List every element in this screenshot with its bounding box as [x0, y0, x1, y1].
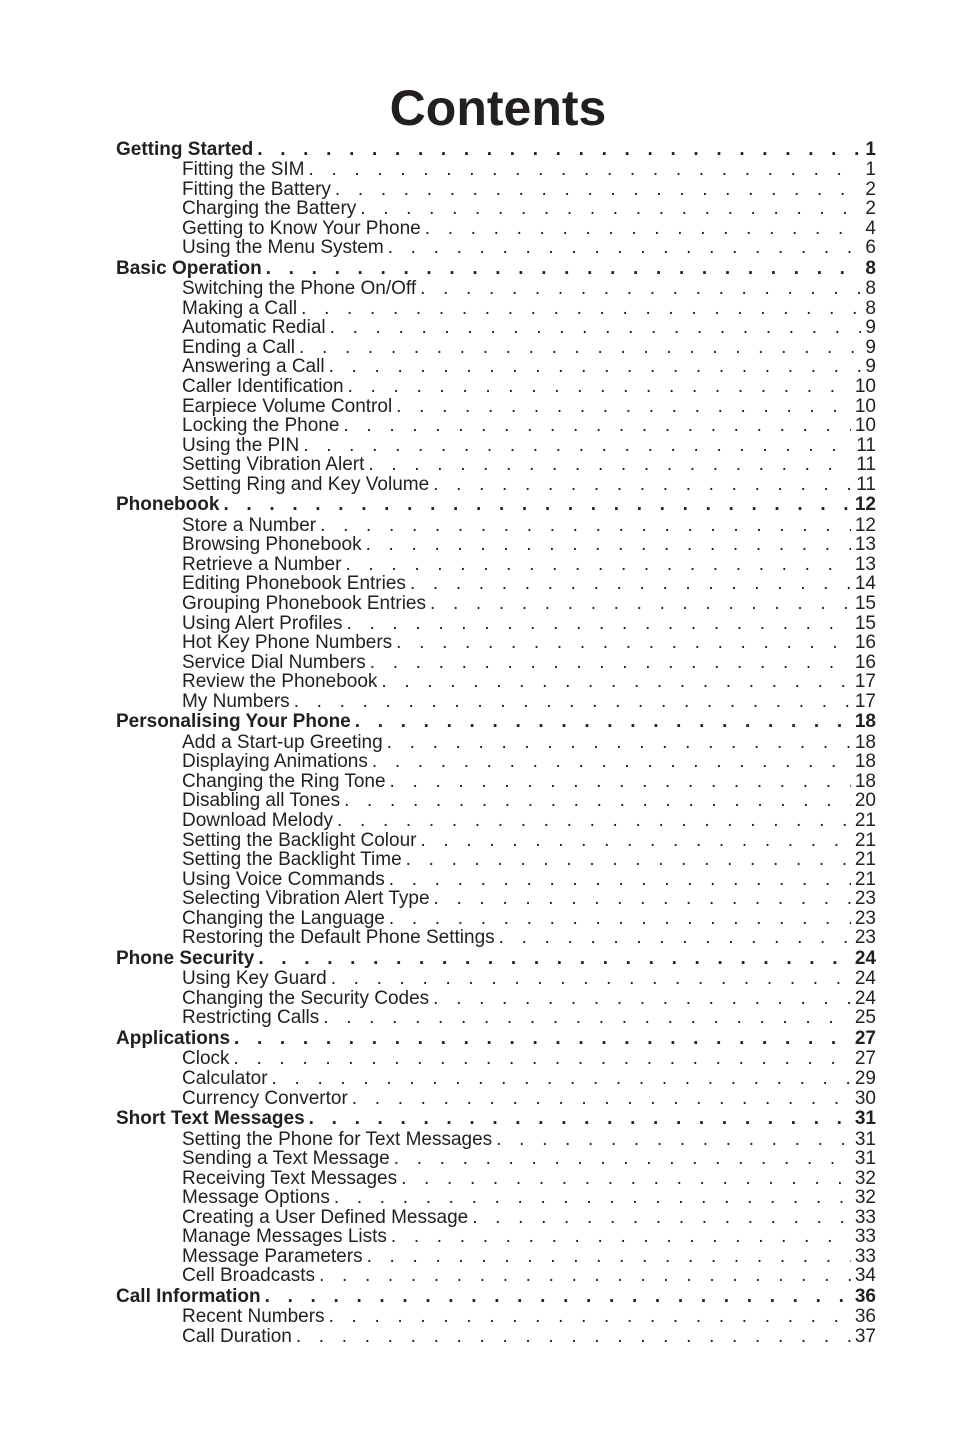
page-number: 13 — [854, 553, 876, 575]
page-number: 21 — [854, 849, 876, 871]
toc-entry[interactable] — [116, 337, 876, 357]
dot-leader — [329, 1307, 851, 1326]
toc-entry[interactable] — [116, 435, 876, 455]
entry-title: Currency Convertor — [182, 1087, 348, 1109]
entry-title: Receiving Text Messages — [182, 1167, 398, 1189]
page-number: 36 — [854, 1285, 876, 1307]
page-number: 11 — [856, 454, 876, 476]
page-number: 24 — [854, 968, 876, 990]
entry-title: Grouping Phonebook Entries — [182, 592, 426, 614]
entry-title: Recent Numbers — [182, 1306, 325, 1328]
dot-leader — [258, 948, 851, 969]
page-number: 1 — [865, 138, 876, 160]
toc-section[interactable] — [116, 1108, 876, 1130]
toc-entry[interactable] — [116, 810, 876, 830]
toc-entry[interactable] — [116, 1168, 876, 1188]
dot-leader — [223, 494, 850, 515]
page-number: 13 — [854, 534, 876, 556]
dot-leader — [406, 850, 851, 869]
dot-leader — [265, 1286, 851, 1307]
dot-leader — [344, 791, 851, 810]
dot-leader — [394, 1149, 851, 1168]
page-number: 11 — [856, 434, 876, 456]
dot-leader — [343, 416, 850, 435]
toc-entry[interactable] — [116, 179, 876, 199]
toc-entry[interactable] — [116, 633, 876, 653]
toc-entry[interactable] — [116, 1266, 876, 1286]
page-number: 23 — [854, 907, 876, 929]
page-number: 12 — [854, 514, 876, 536]
toc-entry[interactable] — [116, 752, 876, 772]
dot-leader — [433, 989, 851, 1008]
toc-entry[interactable] — [116, 218, 876, 238]
toc-entry[interactable] — [116, 1068, 876, 1088]
table-of-contents — [116, 138, 876, 1346]
section-title: Phonebook — [116, 494, 220, 516]
page-number: 25 — [854, 1007, 876, 1029]
toc-entry[interactable] — [116, 279, 876, 299]
toc-entry[interactable] — [116, 613, 876, 633]
dot-leader — [234, 1028, 851, 1049]
entry-title: Fitting the Battery — [182, 178, 331, 200]
entry-title: Service Dial Numbers — [182, 651, 366, 673]
page-number: 27 — [854, 1048, 876, 1070]
toc-entry[interactable] — [116, 474, 876, 494]
entry-title: Locking the Phone — [182, 415, 340, 437]
dot-leader — [499, 928, 851, 947]
dot-leader — [266, 258, 862, 279]
entry-title: Selecting Vibration Alert Type — [182, 888, 430, 910]
toc-entry[interactable] — [116, 969, 876, 989]
dot-leader — [434, 889, 851, 908]
toc-entry[interactable] — [116, 160, 876, 180]
page-number: 4 — [865, 217, 876, 239]
entry-title: Using the Menu System — [182, 237, 384, 259]
page-number: 15 — [854, 592, 876, 614]
dot-leader — [296, 1327, 851, 1346]
page-number: 21 — [854, 829, 876, 851]
dot-leader — [299, 338, 861, 357]
dot-leader — [319, 1266, 851, 1285]
entry-title: Automatic Redial — [182, 317, 326, 339]
page-number: 18 — [854, 751, 876, 773]
dot-leader — [396, 633, 851, 652]
page-number: 10 — [854, 395, 876, 417]
dot-leader — [301, 299, 861, 318]
page-number: 17 — [854, 671, 876, 693]
dot-leader — [309, 1108, 851, 1129]
entry-title: Creating a User Defined Message — [182, 1206, 469, 1228]
entry-title: Cell Broadcasts — [182, 1265, 316, 1287]
dot-leader — [401, 1169, 851, 1188]
page-number: 31 — [854, 1108, 876, 1130]
toc-section[interactable] — [116, 1285, 876, 1307]
entry-title: Fitting the SIM — [182, 159, 305, 181]
toc-entry[interactable] — [116, 672, 876, 692]
page-number: 32 — [854, 1187, 876, 1209]
toc-entry[interactable] — [116, 869, 876, 889]
dot-leader — [337, 811, 851, 830]
entry-title: Using the PIN — [182, 434, 300, 456]
dot-leader — [433, 475, 852, 494]
toc-section[interactable] — [116, 494, 876, 516]
page-number: 10 — [854, 376, 876, 398]
toc-entry[interactable] — [116, 850, 876, 870]
toc-entry[interactable] — [116, 1129, 876, 1149]
toc-entry[interactable] — [116, 515, 876, 535]
dot-leader — [329, 357, 862, 376]
toc-entry[interactable] — [116, 318, 876, 338]
page-number: 24 — [854, 987, 876, 1009]
toc-entry[interactable] — [116, 988, 876, 1008]
toc-entry[interactable] — [116, 830, 876, 850]
dot-leader — [381, 672, 850, 691]
toc-entry[interactable] — [116, 535, 876, 555]
toc-entry[interactable] — [116, 908, 876, 928]
dot-leader — [366, 535, 851, 554]
page-number: 15 — [854, 612, 876, 634]
entry-title: Changing the Language — [182, 907, 385, 929]
page-number: 9 — [865, 356, 876, 378]
entry-title: Clock — [182, 1048, 230, 1070]
section-title: Call Information — [116, 1285, 261, 1307]
entry-title: Restricting Calls — [182, 1007, 320, 1029]
dot-leader — [389, 909, 851, 928]
page-number: 18 — [854, 711, 876, 733]
dot-leader — [425, 219, 862, 238]
section-title: Basic Operation — [116, 257, 262, 279]
page-number: 24 — [854, 947, 876, 969]
page-number: 27 — [854, 1027, 876, 1049]
toc-section[interactable] — [116, 1027, 876, 1049]
entry-title: Store a Number — [182, 514, 317, 536]
entry-title: Setting the Backlight Colour — [182, 829, 417, 851]
entry-title: Hot Key Phone Numbers — [182, 632, 393, 654]
page-number: 23 — [854, 927, 876, 949]
dot-leader — [372, 752, 851, 771]
entry-title: Restoring the Default Phone Settings — [182, 927, 495, 949]
page-number: 16 — [854, 651, 876, 673]
dot-leader — [320, 516, 851, 535]
page-number: 33 — [854, 1245, 876, 1267]
entry-title: Calculator — [182, 1067, 268, 1089]
entry-title: Changing the Security Codes — [182, 987, 430, 1009]
page-number: 33 — [854, 1226, 876, 1248]
toc-entry[interactable] — [116, 691, 876, 711]
toc-entry[interactable] — [116, 574, 876, 594]
dot-leader — [294, 692, 851, 711]
dot-leader — [257, 139, 861, 160]
page-number: 18 — [854, 731, 876, 753]
toc-entry[interactable] — [116, 1307, 876, 1327]
entry-title: Setting the Phone for Text Messages — [182, 1128, 493, 1150]
entry-title: Getting to Know Your Phone — [182, 217, 421, 239]
entry-title: Answering a Call — [182, 356, 325, 378]
page-number: 30 — [854, 1087, 876, 1109]
entry-title: Switching the Phone On/Off — [182, 278, 417, 300]
page-number: 36 — [854, 1306, 876, 1328]
page-number: 21 — [854, 809, 876, 831]
dot-leader — [389, 870, 851, 889]
section-title: Short Text Messages — [116, 1108, 305, 1130]
dot-leader — [496, 1130, 851, 1149]
page-number: 1 — [865, 159, 876, 181]
page-number: 8 — [865, 257, 876, 279]
entry-title: Earpiece Volume Control — [182, 395, 393, 417]
page-number: 14 — [854, 573, 876, 595]
entry-title: Message Parameters — [182, 1245, 363, 1267]
page-number: 21 — [854, 868, 876, 890]
entry-title: Sending a Text Message — [182, 1148, 390, 1170]
entry-title: Setting Ring and Key Volume — [182, 473, 430, 495]
toc-entry[interactable] — [116, 376, 876, 396]
dot-leader — [331, 969, 851, 988]
toc-entry[interactable] — [116, 1246, 876, 1266]
toc-entry[interactable] — [116, 416, 876, 436]
entry-title: My Numbers — [182, 690, 290, 712]
toc-entry[interactable] — [116, 1008, 876, 1028]
entry-title: Disabling all Tones — [182, 790, 341, 812]
dot-leader — [370, 653, 851, 672]
entry-title: Using Alert Profiles — [182, 612, 343, 634]
dot-leader — [387, 733, 851, 752]
page-number: 8 — [865, 278, 876, 300]
page-number: 33 — [854, 1206, 876, 1228]
toc-entry[interactable] — [116, 238, 876, 258]
dot-leader — [367, 1247, 851, 1266]
page-title: Contents — [389, 80, 607, 136]
dot-leader — [345, 555, 850, 574]
dot-leader — [410, 574, 851, 593]
toc-entry[interactable] — [116, 1149, 876, 1169]
dot-leader — [352, 1089, 851, 1108]
toc-entry[interactable] — [116, 1227, 876, 1247]
toc-section[interactable] — [116, 138, 876, 160]
toc-entry[interactable] — [116, 357, 876, 377]
toc-entry[interactable] — [116, 396, 876, 416]
dot-leader — [330, 318, 862, 337]
entry-title: Call Duration — [182, 1325, 292, 1347]
toc-section[interactable] — [116, 257, 876, 279]
toc-entry[interactable] — [116, 732, 876, 752]
toc-entry[interactable] — [116, 554, 876, 574]
entry-title: Download Melody — [182, 809, 334, 831]
dot-leader — [472, 1208, 851, 1227]
entry-title: Changing the Ring Tone — [182, 770, 386, 792]
entry-title: Using Voice Commands — [182, 868, 385, 890]
dot-leader — [334, 1188, 851, 1207]
entry-title: Ending a Call — [182, 336, 296, 358]
toc-section[interactable] — [116, 947, 876, 969]
toc-entry[interactable] — [116, 928, 876, 948]
dot-leader — [391, 1227, 851, 1246]
toc-entry[interactable] — [116, 1326, 876, 1346]
page-number: 23 — [854, 888, 876, 910]
entry-title: Review the Phonebook — [182, 671, 378, 693]
page-number: 8 — [865, 297, 876, 319]
dot-leader — [390, 772, 851, 791]
toc-entry[interactable] — [116, 652, 876, 672]
toc-entry[interactable] — [116, 1049, 876, 1069]
entry-title: Making a Call — [182, 297, 298, 319]
toc-entry[interactable] — [116, 199, 876, 219]
dot-leader — [360, 199, 861, 218]
entry-title: Setting Vibration Alert — [182, 454, 365, 476]
dot-leader — [323, 1008, 851, 1027]
page-number: 17 — [854, 690, 876, 712]
dot-leader — [396, 397, 851, 416]
dot-leader — [420, 279, 861, 298]
section-title: Applications — [116, 1027, 231, 1049]
page-number: 9 — [865, 336, 876, 358]
page-number: 31 — [854, 1128, 876, 1150]
entry-title: Manage Messages Lists — [182, 1226, 387, 1248]
entry-title: Browsing Phonebook — [182, 534, 362, 556]
dot-leader — [335, 180, 862, 199]
page-number: 32 — [854, 1167, 876, 1189]
entry-title: Displaying Animations — [182, 751, 368, 773]
entry-title: Message Options — [182, 1187, 330, 1209]
entry-title: Using Key Guard — [182, 968, 327, 990]
page-number: 6 — [865, 237, 876, 259]
dot-leader — [348, 377, 851, 396]
page-number: 37 — [854, 1325, 876, 1347]
page-number: 2 — [865, 198, 876, 220]
page-number: 29 — [854, 1067, 876, 1089]
dot-leader — [347, 614, 851, 633]
toc-entry[interactable] — [116, 1088, 876, 1108]
dot-leader — [309, 160, 862, 179]
dot-leader — [420, 831, 850, 850]
toc-entry[interactable] — [116, 771, 876, 791]
entry-title: Setting the Backlight Time — [182, 849, 402, 871]
dot-leader — [368, 455, 852, 474]
page-number: 31 — [854, 1148, 876, 1170]
toc-section[interactable] — [116, 711, 876, 733]
page-number: 16 — [854, 632, 876, 654]
entry-title: Charging the Battery — [182, 198, 357, 220]
dot-leader — [234, 1049, 851, 1068]
dot-leader — [303, 436, 852, 455]
toc-entry[interactable] — [116, 1207, 876, 1227]
section-title: Getting Started — [116, 138, 254, 160]
entry-title: Editing Phonebook Entries — [182, 573, 406, 595]
toc-entry[interactable] — [116, 791, 876, 811]
entry-title: Caller Identification — [182, 376, 344, 398]
page-number: 9 — [865, 317, 876, 339]
toc-entry[interactable] — [116, 298, 876, 318]
dot-leader — [430, 594, 851, 613]
section-title: Phone Security — [116, 947, 255, 969]
entry-title: Add a Start-up Greeting — [182, 731, 383, 753]
page-number: 11 — [856, 473, 876, 495]
toc-entry[interactable] — [116, 455, 876, 475]
dot-leader — [272, 1069, 851, 1088]
dot-leader — [355, 711, 851, 732]
toc-entry[interactable] — [116, 593, 876, 613]
dot-leader — [388, 238, 862, 257]
page-number: 10 — [854, 415, 876, 437]
toc-entry[interactable] — [116, 1188, 876, 1208]
entry-title: Retrieve a Number — [182, 553, 342, 575]
page-number: 2 — [865, 178, 876, 200]
section-title: Personalising Your Phone — [116, 711, 351, 733]
page-number: 12 — [854, 494, 876, 516]
page-number: 18 — [854, 770, 876, 792]
toc-entry[interactable] — [116, 889, 876, 909]
page-number: 20 — [854, 790, 876, 812]
page-number: 34 — [854, 1265, 876, 1287]
